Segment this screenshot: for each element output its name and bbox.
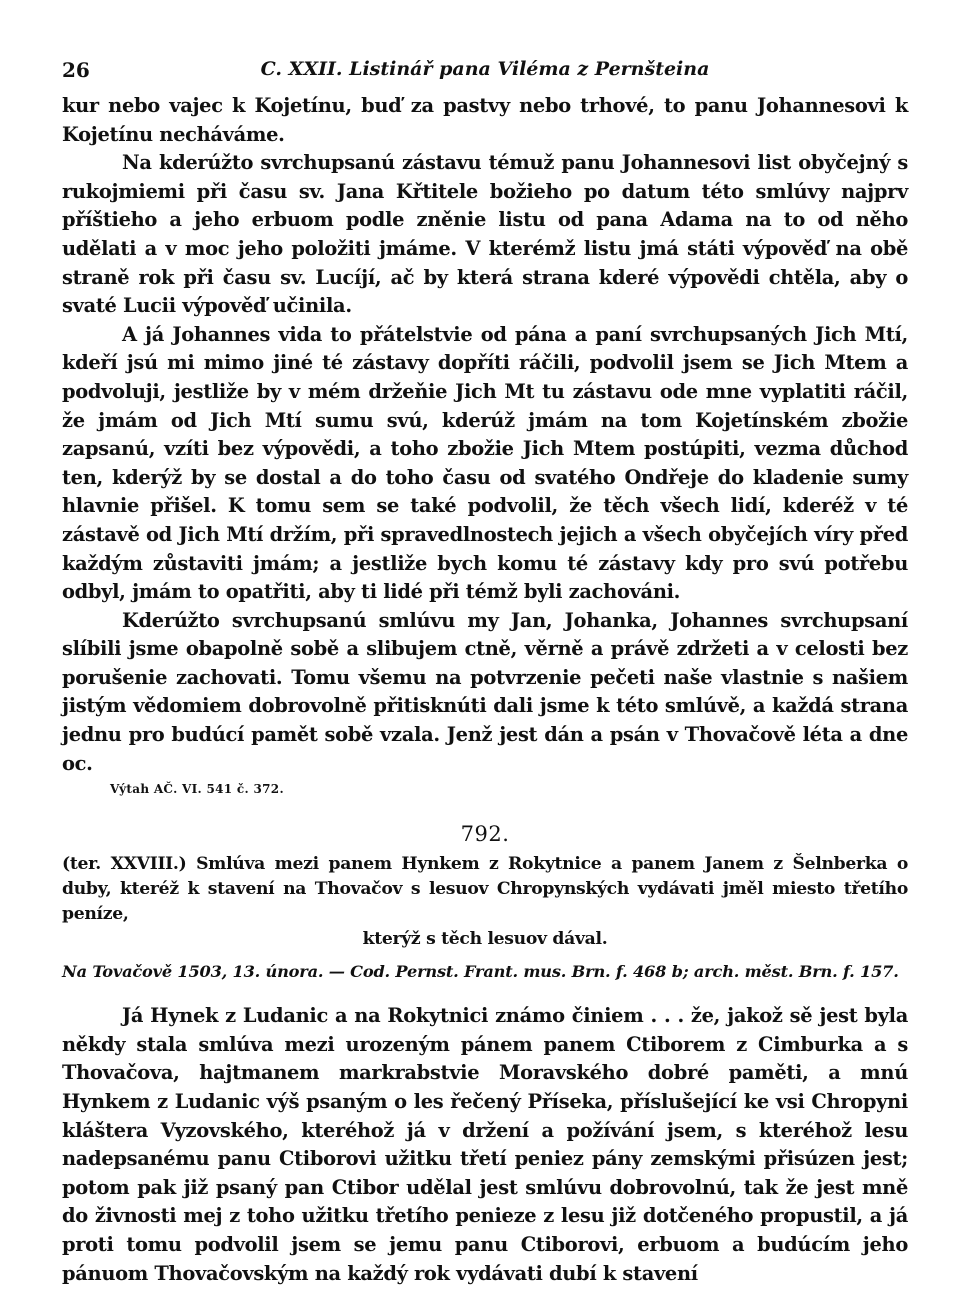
document-791-continuation bbox=[62, 92, 908, 796]
page-number: 26 bbox=[62, 58, 90, 82]
book-page bbox=[62, 48, 908, 1288]
paragraph: Na kderúžto svrchupsanú zástavu témuž panu Johannesovi list obyčejný s rukojmiemi při času sv. Jana Křtitele božieho po datum této smlúvy najprv příštieho a jeho erbuom podle zněnie listu od pana Adama na to od něho udělati a v moc jeho položiti jmáme. V kterémž listu jmá státi výpověď na obě straně rok při času sv. Lucíjí, ač by která strana kderé výpovědi chtěla, aby o svaté Lucii výpověď učinila. bbox=[62, 151, 908, 318]
running-title: C. XXII. Listinář pana Viléma z Pernšteina bbox=[260, 58, 710, 80]
paragraph: Já Hynek z Ludanic a na Rokytnici známo činiem . . . že, jakož sě jest byla někdy stala smlúva mezi urozeným pánem panem Ctiborem z Cimburka a s Thovačova, hajtmanem markrabstvie Moravského dobré paměti, a mnú Hynkem z Ludanic výš psaným o les řečený Příseka, příslušející ke vsi Chropyni kláštera Vyzovského, kteréhož já v držení a požívání jsem, s kteréhož lesu nadepsanému panu Ctiborovi užitku třetí peniez pány zemskými přisúzen jest; potom pak již psaný pan Ctibor udělal jest smlúvu dobrovolnú, tak že jest mně do živnosti mej z toho užitku třetího penieze z lesu již dotčeného propustil, a já proti tomu podvolil jsem se jemu panu Ctiborovi, erbuom a budúcím jeho pánuom Thovačovským na každý rok vydávati dubí k stavení bbox=[62, 1004, 908, 1285]
document-summary-end: kterýž s těch lesuov dával. bbox=[362, 929, 608, 950]
paragraph: Kderúžto svrchupsanú smlúvu my Jan, Johanka, Johannes svrchupsaní slíbili jsme obapolně sobě a slibujem ctně, věrně a právě zdržeti a v celosti bez porušenie zachovati. Tomu všemu na potvrzenie pečeti naše vlastnie s našiem jistým vědomiem dobrovolně přitisknúti dali jsme k této smlúvě, a každá strana jednu pro budúcí pamět sobě vzala. Jenž jest dán a psán v Thovačově léta a dne oc. bbox=[62, 608, 908, 775]
source-note: Výtah AČ. VI. 541 č. 372. bbox=[110, 782, 284, 797]
document-number: 792. bbox=[460, 822, 510, 847]
paragraph: A já Johannes vida to přátelstvie od pána a paní svrchupsaných Jich Mtí, kdeří jsú mi mimo jiné té zástavy dopříti ráčili, podvolil jsem se Jich Mtem a podvoluji, jestliže by v mém držeňie Jich Mt tu zástavu ode mne vyplatiti ráčil, že jmám od Jich Mtí sumu svú, kderúž jmám na tom Kojetínském zbožie zapsanú, vzíti bez výpovědi, a toho zbožie Jich Mtem postúpiti, vezma důchod ten, kderýž by se dostal a do toho času od svatého Ondřeje do kladenie sumy hlavnie přišel. K tomu sem se také podvolil, že těch všech lidí, kderéž v té zástavě od Jich Mtí držím, při spravedlnostech jejich a všech obyčejích víry před každým zůstaviti jmám; a jestliže bych komu té zástavy kdy pro svú potřebu odbyl, jmám to opatřiti, aby ti lidé při témž byli zachováni. bbox=[62, 322, 908, 604]
running-head bbox=[62, 48, 908, 88]
dating-and-sources: Na Tovačově 1503, 13. února. — Cod. Pernst. Frant. mus. Brn. f. 468 b; arch. měst. Brn. f. 157. bbox=[62, 962, 899, 982]
document-summary: (ter. XXVIII.) Smlúva mezi panem Hynkem z Rokytnice a panem Janem z Šelnberka o duby, kteréž k stavení na Thovačov s lesuov Chropynských vydávati jměl miesto třetího peníze, bbox=[62, 854, 908, 925]
document-792 bbox=[62, 822, 908, 1288]
paragraph: kur nebo vajec k Kojetínu, buď za pastvy nebo trhové, to panu Johannesovi k Kojetínu necháváme. bbox=[62, 94, 908, 146]
